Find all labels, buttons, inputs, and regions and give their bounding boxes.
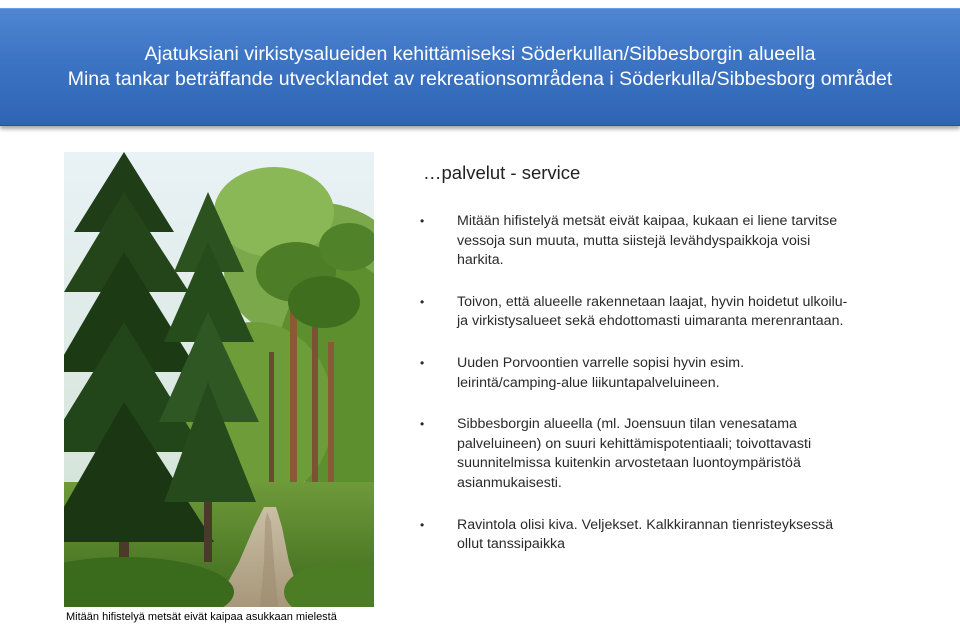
bullet-icon: • [420,214,425,228]
list-item-text: Mitään hifistelyä metsät eivät kaipaa, kukaan ei liene tarvitse vessoja sun muuta, mutta siistejä levähdyspaikkoja voisi harkita. [457,213,838,269]
list-item-text: Toivon, että alueelle rakennetaan laajat, hyvin hoidetut ulkoilu- ja virkistysalueet sekä ehdottomasti uimaranta merenrantaan. [457,293,848,330]
list-item [420,415,850,493]
list-item-text: Sibbesborgin alueella (ml. Joensuun tilan venesatama palveluineen) on suuri kehittämispotentiaali; toivottavasti suunnitelmissa kuitenkin arvostetaan luontoympäristöä asianmukaisesti. [457,416,812,491]
forest-path-photo [64,152,374,607]
bullet-list [420,212,850,577]
list-item [420,212,850,271]
list-item-text: Uuden Porvoontien varrelle sopisi hyvin esim. leirintä/camping-alue liikuntapalveluineen. [457,354,745,391]
bullet-icon: • [420,294,425,309]
list-item-text: Ravintola olisi kiva. Veljekset. Kalkkirannan tienristeyksessä ollut tanssipaikka [457,516,834,553]
title-banner [0,8,960,126]
section-heading: …palvelut - service [423,162,581,183]
photo-caption: Mitään hifistelyä metsät eivät kaipaa asukkaan mielestä [66,611,337,623]
title-swedish: Mina tankar beträffande utvecklandet av rekreationsområdena i Söderkulla/Sibbesborg området [67,68,893,90]
bullet-icon: • [420,417,425,432]
bullet-icon: • [420,355,425,370]
list-item [420,516,850,555]
title-finnish: Ajatuksiani virkistysalueiden kehittämiseksi Söderkullan/Sibbesborgin alueella [144,43,816,65]
list-item [420,293,850,332]
bullet-icon: • [420,517,425,532]
list-item [420,354,850,393]
